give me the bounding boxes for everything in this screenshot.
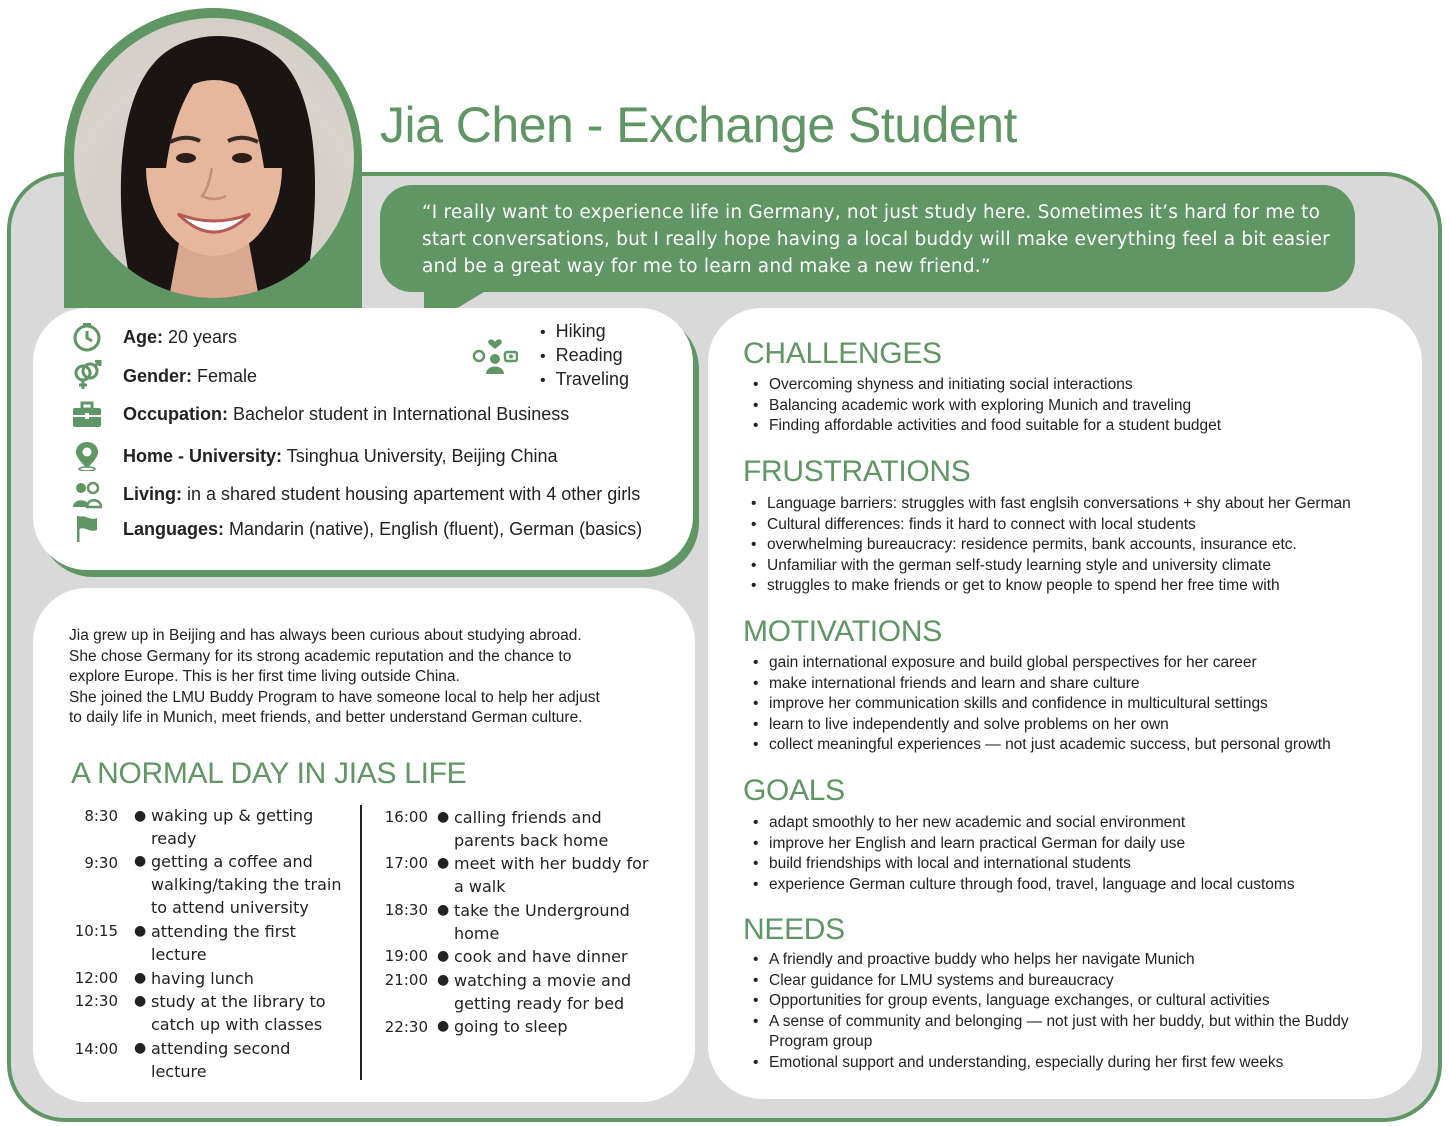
home-university-row: Home - University: Tsinghua University, Beijing China <box>123 446 558 466</box>
location-pin-icon <box>72 441 102 471</box>
occupation-row: Occupation: Bachelor student in International Business <box>123 404 570 424</box>
time-label: 16:00 <box>384 808 428 826</box>
timeline-item: take the Underground home <box>454 901 630 943</box>
timeline-item: having lunch <box>151 969 254 988</box>
living-row: Living: in a shared student housing apartement with 4 other girls <box>123 484 641 504</box>
timeline-item: watching a movie and getting ready for bed <box>454 971 632 1013</box>
timeline-item: study at the library to catch up with classes <box>151 992 326 1034</box>
clock-icon <box>72 322 102 352</box>
bullet-icon: ● <box>437 902 450 918</box>
day-heading: A NORMAL DAY IN JIAS LIFE <box>71 757 467 790</box>
bullet-icon: ● <box>437 948 450 964</box>
list-item: • Language barriers: struggles with fast englsih conversations + shy about her German <box>751 494 1351 515</box>
list-item: • struggles to make friends or get to know people to spend her free time with <box>751 576 1351 597</box>
frustrations-list <box>751 494 1351 597</box>
list-item: • Balancing academic work with exploring Munich and traveling <box>753 396 1221 417</box>
time-label: 22:30 <box>384 1018 428 1036</box>
people-icon <box>72 480 102 510</box>
hobby-item: • Reading <box>540 344 629 368</box>
hobby-item: • Traveling <box>540 368 629 392</box>
motivations-heading: MOTIVATIONS <box>743 615 942 648</box>
hobby-item: • Hiking <box>540 320 629 344</box>
time-label: 21:00 <box>384 971 428 989</box>
list-item: • improve her English and learn practical German for daily use <box>753 834 1295 855</box>
story-line: She joined the LMU Buddy Program to have someone local to help her adjust <box>69 688 600 706</box>
goals-heading: GOALS <box>743 774 845 807</box>
timeline-item: waking up & getting ready <box>151 806 314 848</box>
hobbies-list <box>540 320 629 392</box>
time-label: 12:30 <box>74 992 118 1010</box>
challenges-heading: CHALLENGES <box>743 337 942 370</box>
time-label: 14:00 <box>74 1040 118 1058</box>
list-item: • adapt smoothly to her new academic and social environment <box>753 813 1295 834</box>
time-label: 9:30 <box>84 854 118 872</box>
bullet-icon: ● <box>437 972 450 988</box>
challenges-list <box>753 375 1221 437</box>
story-line: Jia grew up in Beijing and has always been curious about studying abroad. <box>69 627 582 644</box>
gender-row: Gender: Female <box>123 366 258 386</box>
bullet-icon: ● <box>437 855 450 871</box>
persona-title: Jia Chen - Exchange Student <box>380 97 1017 153</box>
list-item: • Overcoming shyness and initiating social interactions <box>753 375 1221 396</box>
age-row: Age: 20 years <box>123 327 238 347</box>
list-item: • build friendships with local and international students <box>753 854 1295 875</box>
list-item: • Emotional support and understanding, especially during her first few weeks <box>753 1053 1373 1074</box>
quote-text: “I really want to experience life in Germany, not just study here. Sometimes it’s hard for me to start conversations, but I really hope having a local buddy will make everything feel a bit easier and be a great way for me to learn and make a new friend.” <box>422 202 1330 277</box>
list-item: • gain international exposure and build global perspectives for her career <box>753 653 1331 674</box>
bullet-icon: ● <box>134 970 147 986</box>
time-label: 17:00 <box>384 854 428 872</box>
time-label: 12:00 <box>74 969 118 987</box>
story-line: explore Europe. This is her first time living outside China. <box>69 668 460 685</box>
timeline-item: going to sleep <box>454 1017 568 1036</box>
timeline-item: cook and have dinner <box>454 947 628 966</box>
timeline-item: attending the first lecture <box>151 922 296 964</box>
list-item: • experience German culture through food, travel, language and local customs <box>753 875 1295 896</box>
timeline-item: attending second lecture <box>151 1039 291 1081</box>
background-story <box>69 626 669 729</box>
list-item: • Opportunities for group events, language exchanges, or cultural activities <box>753 991 1373 1012</box>
flag-icon <box>72 514 102 544</box>
timeline-item: meet with her buddy for a walk <box>454 854 649 896</box>
bullet-icon: ● <box>134 923 147 939</box>
goals-list <box>753 813 1295 895</box>
bullet-icon: ● <box>134 853 147 869</box>
story-line: She chose Germany for its strong academic reputation and the chance to <box>69 647 572 665</box>
list-item: • Cultural differences: finds it hard to connect with local students <box>751 515 1351 536</box>
bullet-icon: ● <box>134 1040 147 1056</box>
list-item: • A friendly and proactive buddy who helps her navigate Munich <box>753 950 1373 971</box>
languages-row: Languages: Mandarin (native), English (fluent), German (basics) <box>123 519 643 539</box>
list-item: • Clear guidance for LMU systems and bureaucracy <box>753 971 1373 992</box>
profile-photo <box>74 18 354 298</box>
hobbies-icon <box>472 334 518 374</box>
bullet-icon: ● <box>134 993 147 1009</box>
bullet-icon: ● <box>437 809 450 825</box>
list-item: • make international friends and learn and share culture <box>753 674 1331 695</box>
time-label: 19:00 <box>384 947 428 965</box>
list-item: • improve her communication skills and confidence in multicultural settings <box>753 694 1331 715</box>
gender-icon <box>72 360 102 390</box>
story-line: to daily life in Munich, meet friends, and better understand German culture. <box>69 709 583 726</box>
list-item: • Finding affordable activities and food suitable for a student budget <box>753 416 1221 437</box>
time-label: 10:15 <box>74 922 118 940</box>
needs-list <box>753 950 1373 1074</box>
briefcase-icon <box>72 400 102 430</box>
needs-heading: NEEDS <box>743 913 845 946</box>
motivations-list <box>753 653 1331 756</box>
timeline-item: calling friends and parents back home <box>454 808 609 850</box>
timeline-divider <box>360 805 362 1080</box>
list-item: • learn to live independently and solve problems on her own <box>753 715 1331 736</box>
bullet-icon: ● <box>134 808 147 824</box>
list-item: • collect meaningful experiences — not just academic success, but personal growth <box>753 735 1331 756</box>
frustrations-heading: FRUSTRATIONS <box>743 455 971 488</box>
time-label: 8:30 <box>84 807 118 825</box>
list-item: • Unfamiliar with the german self-study learning style and university climate <box>751 556 1351 577</box>
bullet-icon: ● <box>437 1018 450 1034</box>
time-label: 18:30 <box>384 901 428 919</box>
list-item: • A sense of community and belonging — not just with her buddy, but within the Buddy Program group <box>753 1012 1373 1053</box>
timeline-item: getting a coffee and walking/taking the train to attend university <box>151 852 342 917</box>
list-item: • overwhelming bureaucracy: residence permits, bank accounts, insurance etc. <box>751 535 1351 556</box>
